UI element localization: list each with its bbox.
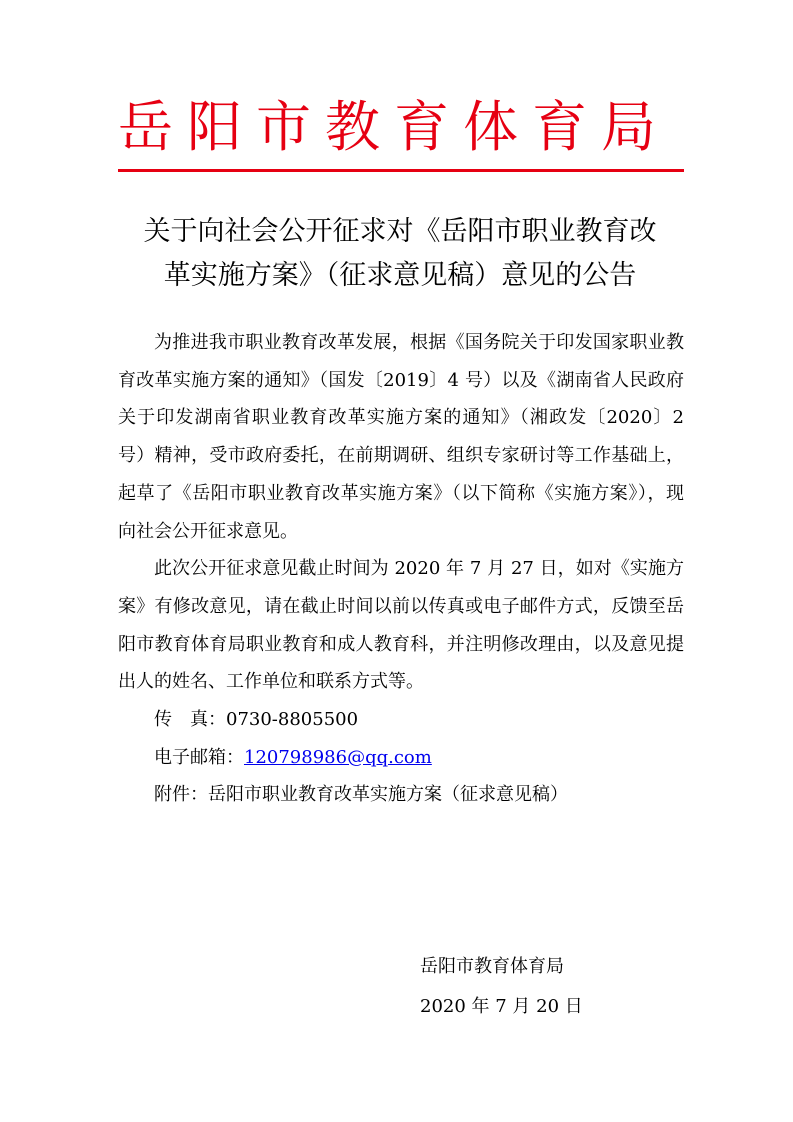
masthead-title: 岳阳市教育体育局 <box>118 95 671 159</box>
fax-line <box>118 701 684 739</box>
fax-label-b: 真： <box>190 709 226 731</box>
fax-number: 0730-8805500 <box>226 709 359 731</box>
email-link[interactable]: 120798986@qq.com <box>244 746 432 768</box>
signature-date: 2020 年 7 月 20 日 <box>420 996 583 1017</box>
email-label: 电子邮箱： <box>154 746 244 768</box>
announcement-title <box>110 210 690 298</box>
announcement-body <box>118 324 684 814</box>
paragraph-intro: 为推进我市职业教育改革发展，根据《国务院关于印发国家职业教育改革实施方案的通知》（国发〔2019〕4 号）以及《湖南省人民政府关于印发湖南省职业教育改革实施方案的通知》（湘政发〔2020〕2 号）精神，受市政府委托，在前期调研、组织专家研讨等工作基础上，起草了《岳阳市职业教育改革实施方案》（以下简称《实施方案》），现向社会公开征求意见。 <box>118 332 684 542</box>
attachment-line: 附件：岳阳市职业教育改革实施方案（征求意见稿） <box>154 784 568 806</box>
fax-label-a: 传 <box>154 709 190 731</box>
email-line <box>118 739 684 777</box>
title-line-2: 革实施方案》（征求意见稿）意见的公告 <box>163 260 637 291</box>
signature-org: 岳阳市教育体育局 <box>420 956 564 977</box>
paragraph-deadline: 此次公开征求意见截止时间为 2020 年 7 月 27 日，如对《实施方案》有修改意见，请在截止时间以前以传真或电子邮件方式，反馈至岳阳市教育体育局职业教育和成人教育科，并注明修改理由，以及意见提出人的姓名、工作单位和联系方式等。 <box>118 558 684 693</box>
red-divider-line <box>118 169 684 172</box>
title-line-1: 关于向社会公开征求对《岳阳市职业教育改 <box>143 216 657 247</box>
